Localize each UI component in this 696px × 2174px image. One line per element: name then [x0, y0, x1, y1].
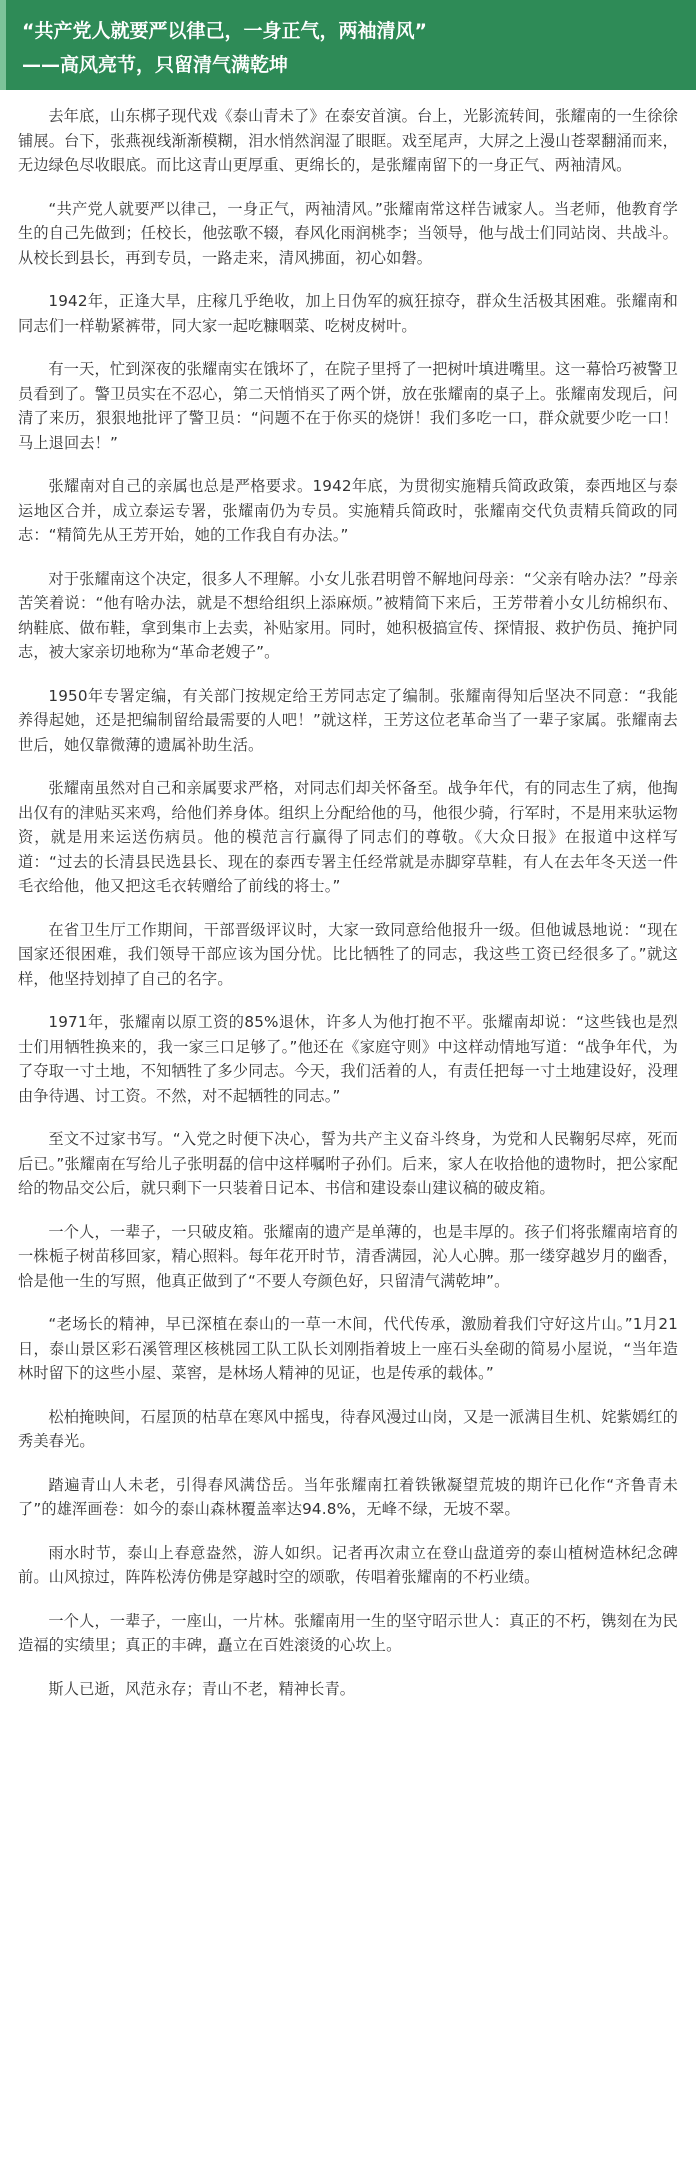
- paragraph: 张耀南对自己的亲属也总是严格要求。1942年底，为贯彻实施精兵简政政策，泰西地区与泰运地区合并，成立泰运专署，张耀南仍为专员。实施精兵简政时，张耀南交代负责精兵简政的同志：“精简先从王芳开始，她的工作我自有办法。”: [18, 477, 678, 544]
- banner-subtitle: ——高风亮节，只留清气满乾坤: [22, 54, 289, 76]
- paragraph: 张耀南虽然对自己和亲属要求严格，对同志们却关怀备至。战争年代，有的同志生了病，他掏出仅有的津贴买来鸡，给他们养身体。组织上分配给他的马，他很少骑，行军时，不是用来驮运物资，就是用来运送伤病员。他的模范言行赢得了同志们的尊敬。《大众日报》在报道中这样写道：“过去的长清县民选县长、现在的泰西专署主任经常就是赤脚穿草鞋，有人在去年冬天送一件毛衣给他，他又把这毛衣转赠给了前线的将士。”: [18, 779, 678, 895]
- paragraph: 去年底，山东梆子现代戏《泰山青未了》在泰安首演。台上，光影流转间，张耀南的一生徐徐铺展。台下，张燕视线渐渐模糊，泪水悄然润湿了眼眶。戏至尾声，大屏之上漫山苍翠翻涌而来，无边绿色尽收眼底。而比这青山更厚重、更绵长的，是张耀南留下的一身正气、两袖清风。: [18, 107, 678, 174]
- paragraph: 至文不过家书写。“入党之时便下决心，誓为共产主义奋斗终身，为党和人民鞠躬尽瘁，死而后已。”张耀南在写给儿子张明磊的信中这样嘱咐子孙们。后来，家人在收拾他的遗物时，把公家配给的物品交公后，就只剩下一只装着日记本、书信和建设泰山建议稿的破皮箱。: [18, 1130, 678, 1197]
- banner-accent-bar: [0, 0, 6, 90]
- paragraph: 1971年，张耀南以原工资的85%退休，许多人为他打抱不平。张耀南却说：“这些钱也是烈士们用牺牲换来的，我一家三口足够了。”他还在《家庭守则》中这样动情地写道：“战争年代，为了夺取一寸土地，不知牺牲了多少同志。今天，我们活着的人，有责任把每一寸土地建设好，没理由争待遇、讨工资。不然，对不起牺牲的同志。”: [18, 1013, 678, 1105]
- paragraph: “共产党人就要严以律己，一身正气，两袖清风。”张耀南常这样告诫家人。当老师，他教育学生的自己先做到；任校长，他弦歌不辍，春风化雨润桃李；当领导，他与战士们同站岗、共战斗。从校长到县长，再到专员，一路走来，清风拂面，初心如磐。: [18, 199, 678, 267]
- banner-quote: “共产党人就要严以律己，一身正气，两袖清风”: [22, 20, 427, 42]
- paragraph: 对于张耀南这个决定，很多人不理解。小女儿张君明曾不解地问母亲：“父亲有啥办法？”母亲苦笑着说：“他有啥办法，就是不想给组织上添麻烦。”被精简下来后，王芳带着小女儿纺棉织布、纳鞋底、做布鞋，拿到集市上去卖，补贴家用。同时，她积极搞宣传、探情报、救护伤员、掩护同志，被大家亲切地称为“革命老嫂子”。: [18, 569, 678, 661]
- paragraph: 一个人，一辈子，一只破皮箱。张耀南的遗产是单薄的，也是丰厚的。孩子们将张耀南培育的一株栀子树苗移回家，精心照料。每年花开时节，清香满园，沁人心脾。那一缕穿越岁月的幽香，恰是他一生的写照，他真正做到了“不要人夸颜色好，只留清气满乾坤”。: [18, 1222, 678, 1290]
- paragraph: 1942年，正逢大旱，庄稼几乎绝收，加上日伪军的疯狂掠夺，群众生活极其困难。张耀南和同志们一样勒紧裤带，同大家一起吃糠咽菜、吃树皮树叶。: [18, 292, 678, 335]
- section-banner: [0, 0, 696, 90]
- paragraph: “老场长的精神，早已深植在泰山的一草一木间，代代传承，激励着我们守好这片山。”1月21日，泰山景区彩石溪管理区核桃园工队工队长刘刚指着坡上一座石头垒砌的简易小屋说，“当年造林时留下的这些小屋、菜窖，是林场人精神的见证，也是传承的载体。”: [18, 1315, 678, 1382]
- paragraph: 雨水时节，泰山上春意盎然，游人如织。记者再次肃立在登山盘道旁的泰山植树造林纪念碑前。山风掠过，阵阵松涛仿佛是穿越时空的颂歌，传唱着张耀南的不朽业绩。: [18, 1543, 678, 1586]
- paragraph: 1950年专署定编，有关部门按规定给王芳同志定了编制。张耀南得知后坚决不同意：“我能养得起她，还是把编制留给最需要的人吧！”就这样，王芳这位老革命当了一辈子家属。张耀南去世后，她仅靠微薄的遗属补助生活。: [18, 686, 678, 754]
- paragraph: 松柏掩映间，石屋顶的枯草在寒风中摇曳，待春风漫过山岗，又是一派满目生机、姹紫嫣红的秀美春光。: [18, 1407, 678, 1450]
- paragraph: 踏遍青山人未老，引得春风满岱岳。当年张耀南扛着铁锹凝望荒坡的期许已化作“齐鲁青未了”的雄浑画卷：如今的泰山森林覆盖率达94.8%，无峰不绿，无坡不翠。: [18, 1475, 678, 1518]
- paragraph: 一个人，一辈子，一座山，一片林。张耀南用一生的坚守昭示世人：真正的不朽，镌刻在为民造福的实绩里；真正的丰碑，矗立在百姓滚烫的心坎上。: [18, 1611, 678, 1654]
- paragraph: 在省卫生厅工作期间，干部晋级评议时，大家一致同意给他报升一级。但他诚恳地说：“现在国家还很困难，我们领导干部应该为国分忧。比比牺牲了的同志，我这些工资已经很多了。”就这样，他坚持划掉了自己的名字。: [18, 920, 678, 988]
- article-body: [0, 90, 696, 1701]
- paragraph: 斯人已逝，风范永存；青山不老，精神长青。: [48, 1679, 356, 1698]
- paragraph: 有一天，忙到深夜的张耀南实在饿坏了，在院子里捋了一把树叶填进嘴里。这一幕恰巧被警卫员看到了。警卫员实在不忍心，第二天悄悄买了两个饼，放在张耀南的桌子上。张耀南发现后，问清了来历，狠狠地批评了警卫员：“问题不在于你买的烧饼！我们多吃一口，群众就要少吃一口！马上退回去！”: [18, 360, 678, 452]
